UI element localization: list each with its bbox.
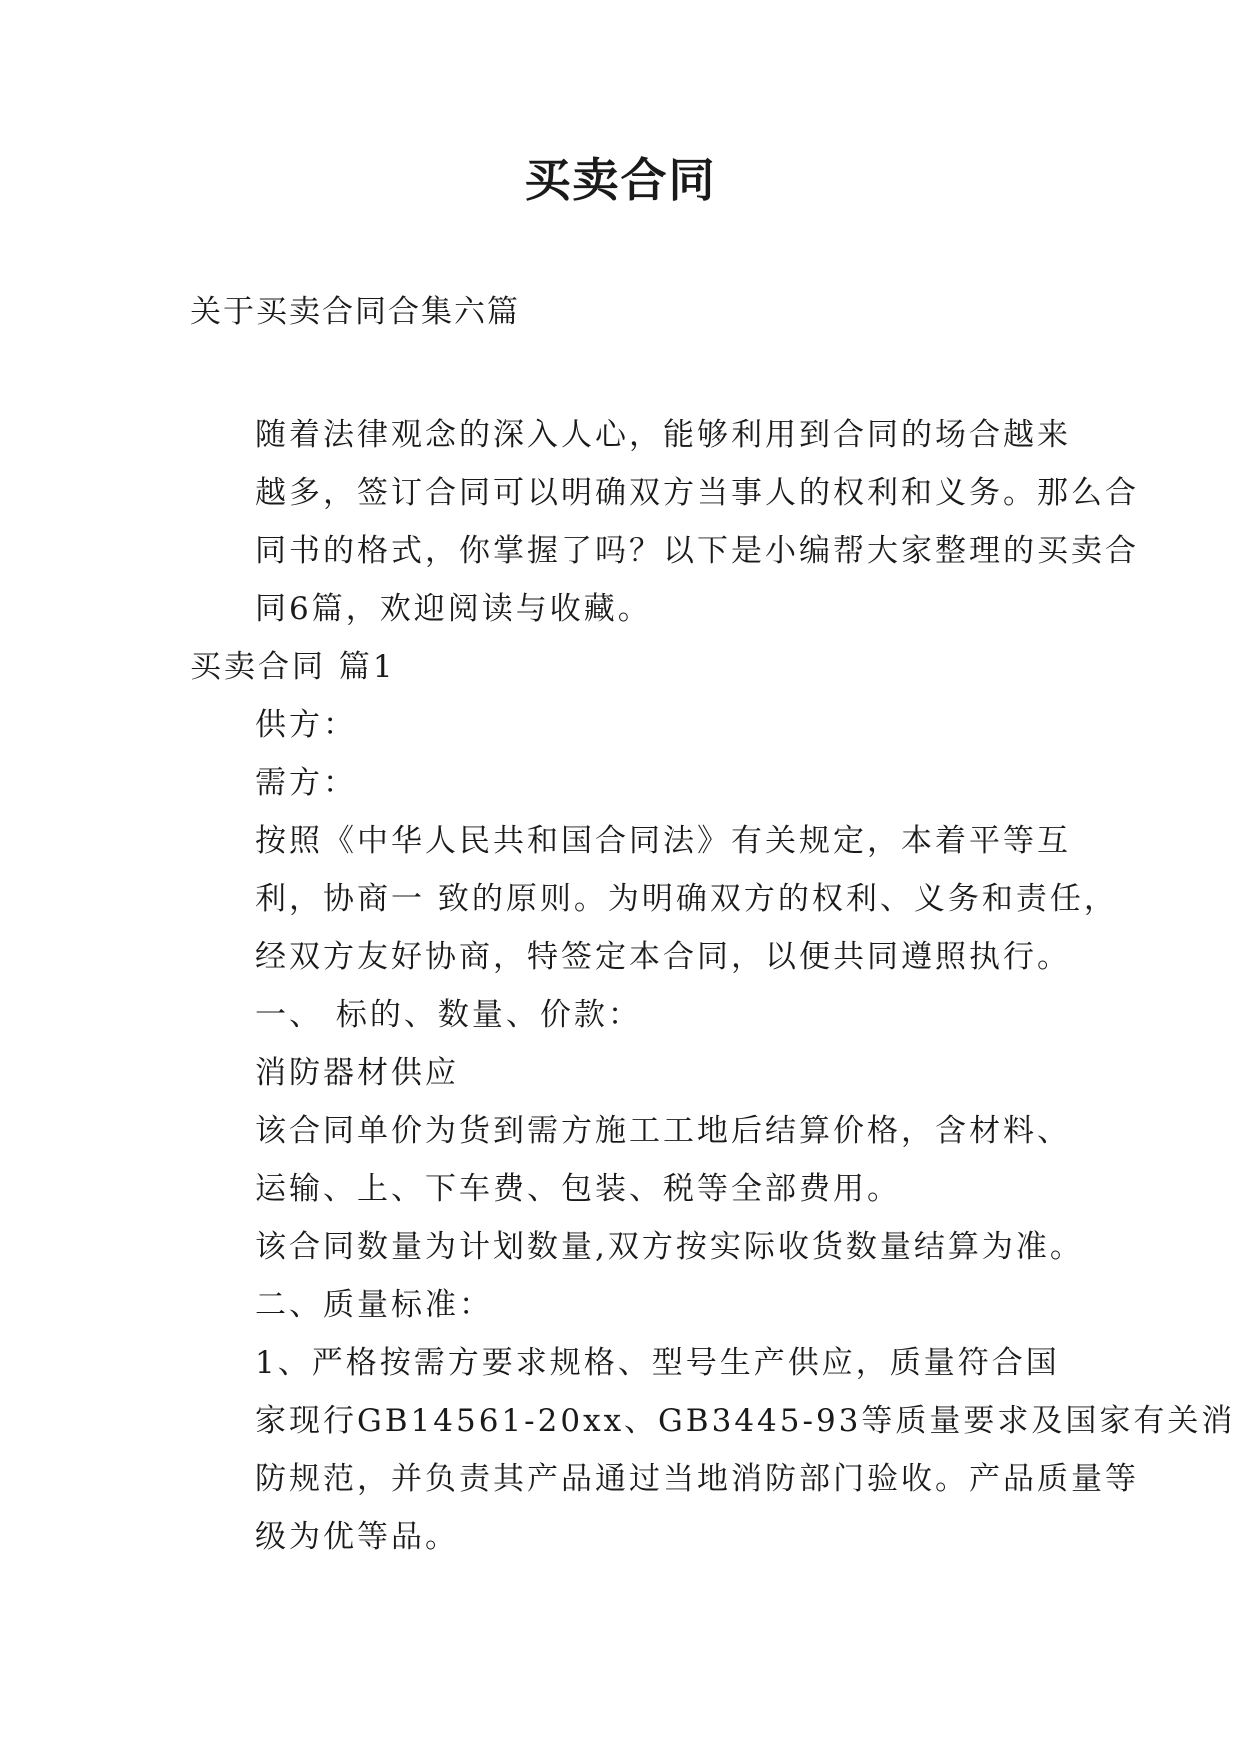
paragraph: [190, 696, 1050, 754]
paragraph-line: 防规范，并负责其产品通过当地消防部门验收。产品质量等: [255, 1461, 1139, 1497]
paragraph-line: 买卖合同 篇1: [190, 649, 396, 685]
paragraph-line: 供方：: [255, 707, 357, 743]
paragraph-line: 同书的格式，你掌握了吗？以下是小编帮大家整理的买卖合: [255, 533, 1139, 569]
paragraph: [190, 1044, 1050, 1102]
paragraph: [190, 1218, 1084, 1276]
paragraph-line: 级为优等品。: [255, 1519, 459, 1555]
paragraph-line: 利，协商一 致的原则。为明确双方的权利、义务和责任，: [255, 881, 1118, 917]
paragraph-line: 二、质量标准：: [255, 1287, 493, 1323]
paragraph-line: 需方：: [255, 765, 357, 801]
paragraph-line: 该合同单价为货到需方施工工地后结算价格，含材料、: [255, 1113, 1071, 1149]
paragraph-line: 同6篇，欢迎阅读与收藏。: [255, 591, 652, 627]
paragraph-line: 该合同数量为计划数量,双方按实际收货数量结算为准。: [255, 1229, 1084, 1265]
paragraph: [190, 812, 1118, 986]
paragraph: [190, 1334, 1236, 1566]
paragraph-line: 随着法律观念的深入人心，能够利用到合同的场合越来: [255, 417, 1071, 453]
document-body: [190, 406, 1236, 1566]
paragraph-line: 1、严格按需方要求规格、型号生产供应，质量符合国: [255, 1345, 1060, 1381]
paragraph: [190, 406, 1139, 638]
paragraph-line: 一、 标的、数量、价款：: [255, 997, 642, 1033]
document-subtitle: 关于买卖合同合集六篇: [190, 294, 520, 330]
paragraph: [190, 1102, 1071, 1218]
paragraph: [190, 754, 1050, 812]
paragraph-line: 消防器材供应: [255, 1055, 459, 1091]
document-title: 买卖合同: [524, 153, 717, 207]
paragraph-line: 运输、上、下车费、包装、税等全部费用。: [255, 1171, 901, 1207]
paragraph-line: 家现行GB14561-20xx、GB3445-93等质量要求及国家有关消: [255, 1403, 1236, 1439]
paragraph-line: 按照《中华人民共和国合同法》有关规定，本着平等互: [255, 823, 1071, 859]
paragraph-line: 越多，签订合同可以明确双方当事人的权利和义务。那么合: [255, 475, 1139, 511]
paragraph-line: 经双方友好协商，特签定本合同，以便共同遵照执行。: [255, 939, 1071, 975]
paragraph: [190, 638, 1050, 696]
paragraph: [190, 986, 1050, 1044]
paragraph: [190, 1276, 1050, 1334]
